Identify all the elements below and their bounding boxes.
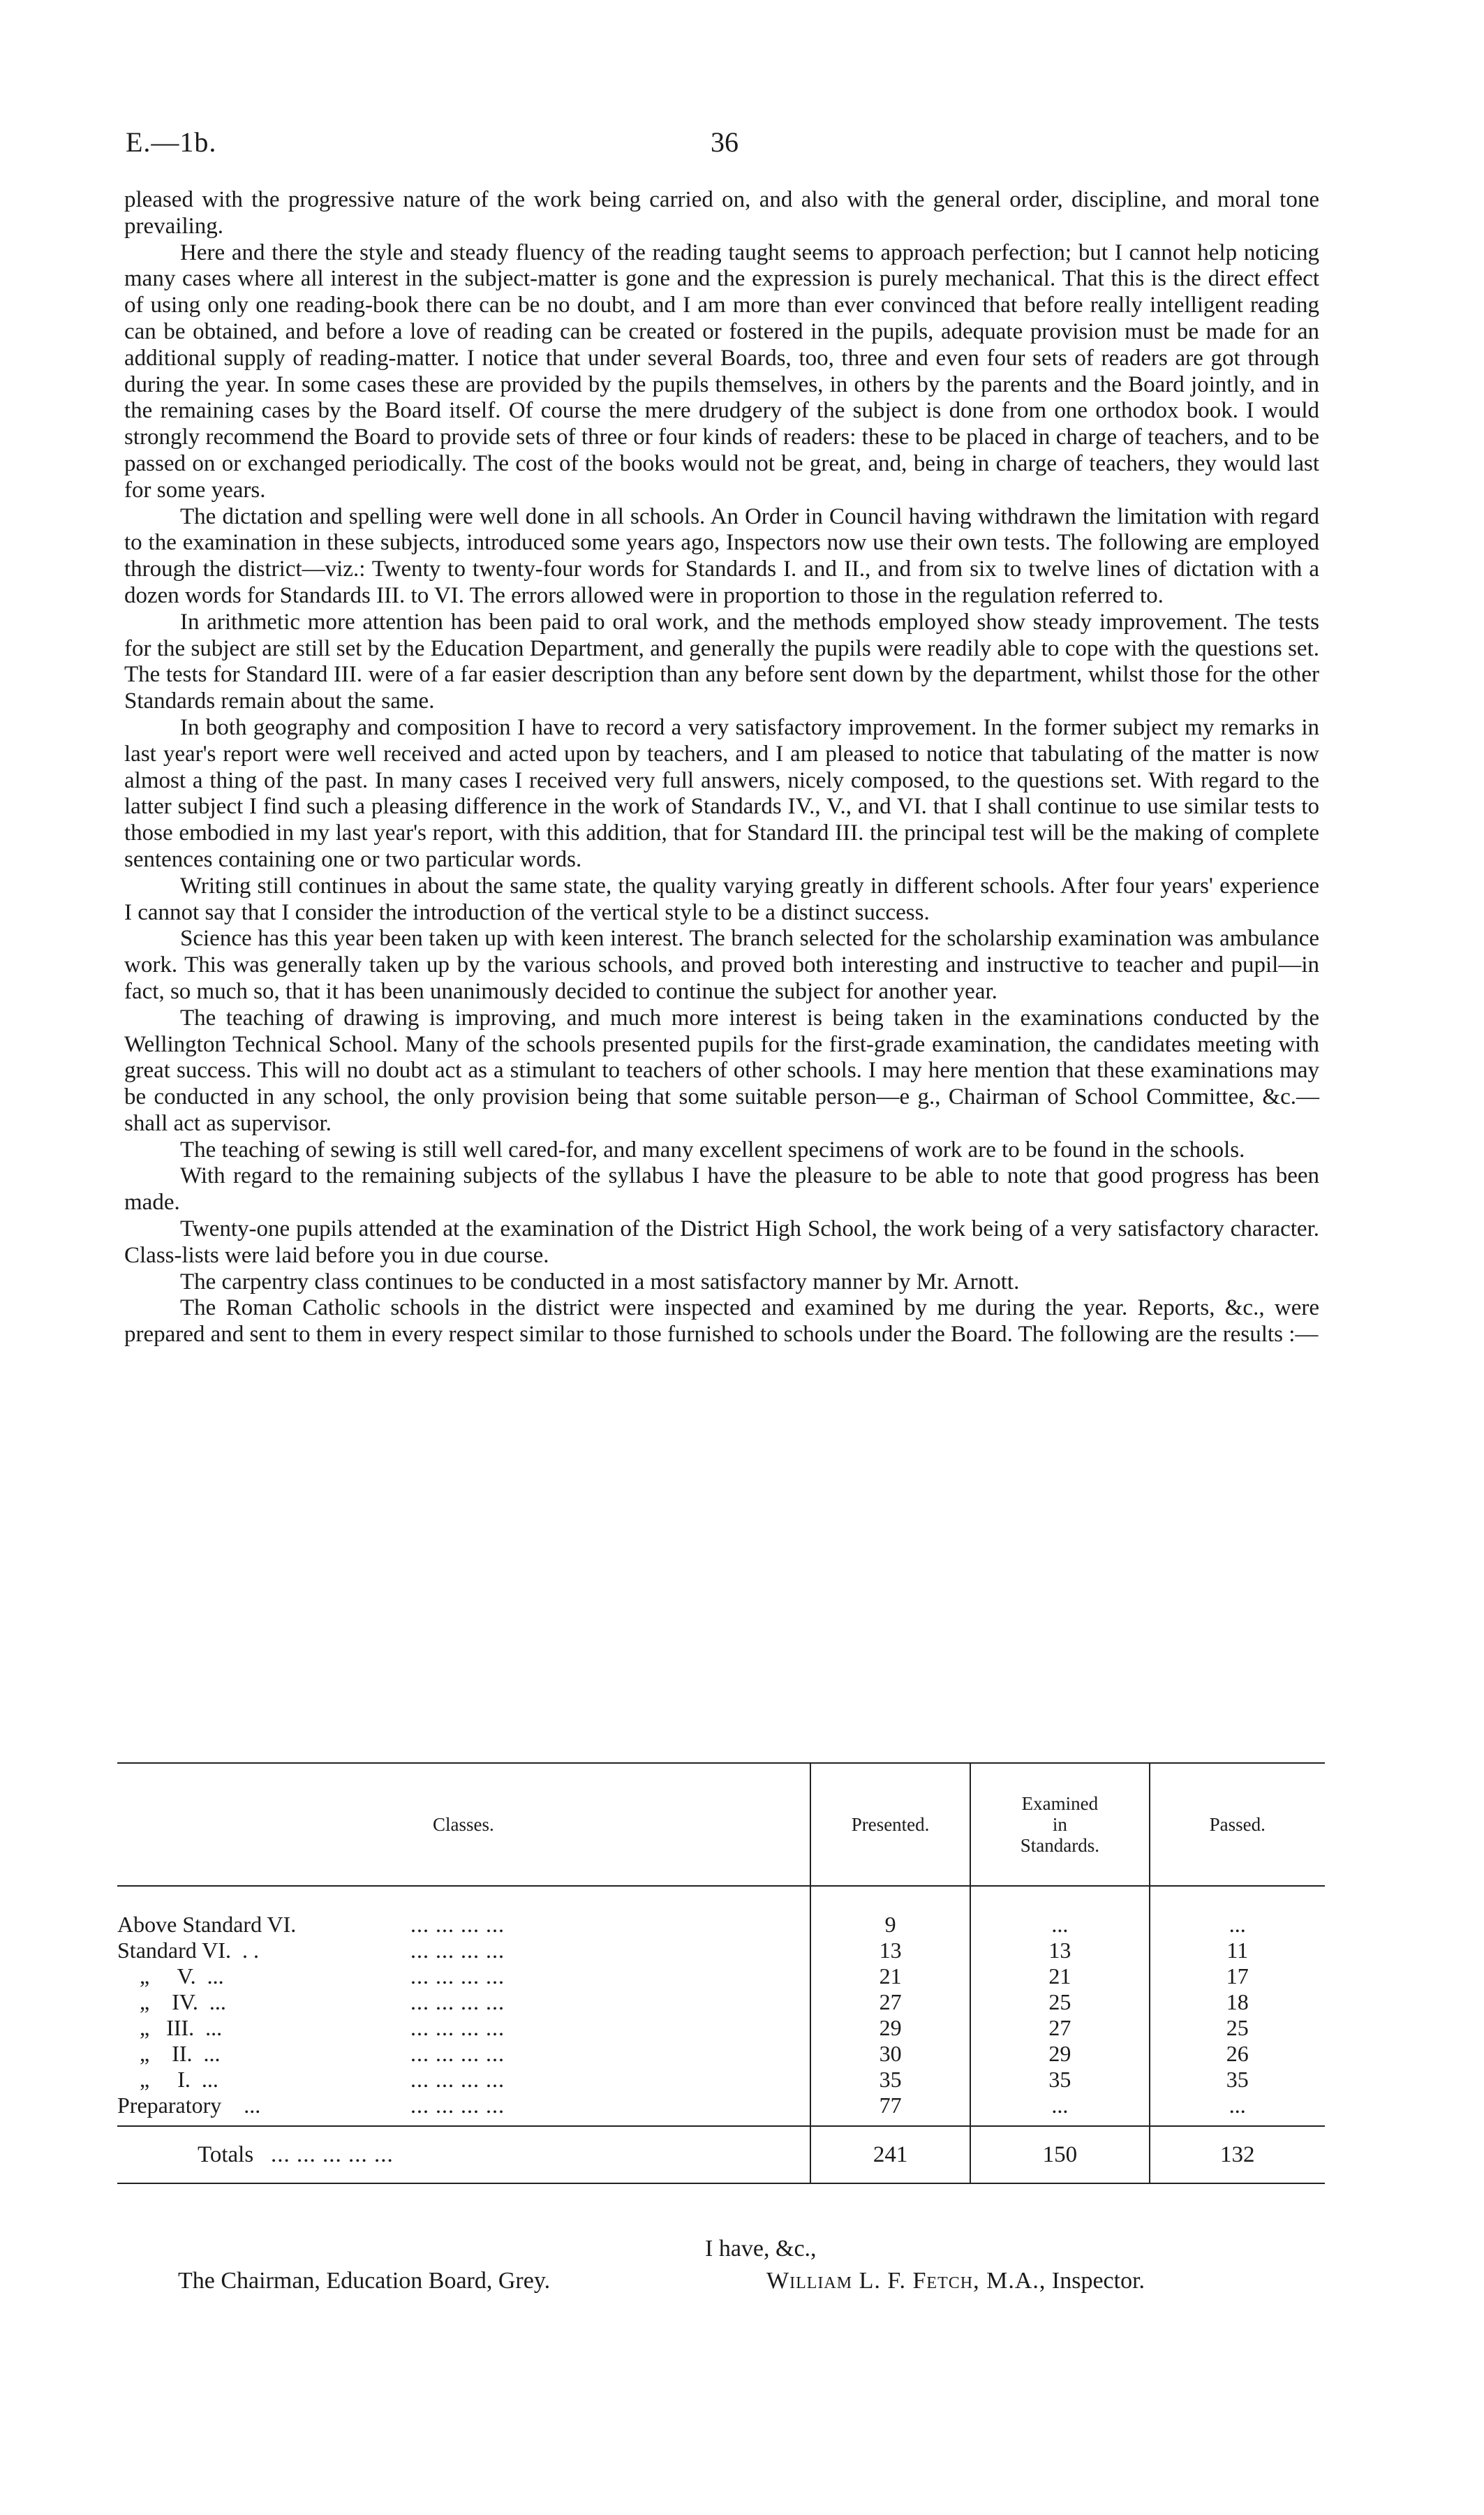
header-passed: Passed. xyxy=(1150,1764,1326,1886)
totals-row xyxy=(117,2126,1325,2183)
signature-name: William L. F. Fetch, M.A., xyxy=(766,2268,1046,2294)
cell-passed: ... xyxy=(1150,1912,1326,1938)
paragraph: The Roman Catholic schools in the district were inspected and examined by me during the year. Reports, &c., were prepared and sent to them in every respect similar to those furnished to schools under the Board. The following are the results :— xyxy=(124,1295,1319,1348)
paragraph: Twenty-one pupils attended at the examination of the District High School, the work being of a very satisfactory character. Class-lists were laid before you in due course. xyxy=(124,1216,1319,1268)
paragraph: The carpentry class continues to be conducted in a most satisfactory manner by Mr. Arnott. xyxy=(180,1269,1020,1295)
paragraph: The teaching of sewing is still well cared-for, and many excellent specimens of work are to be found in the schools. xyxy=(180,1137,1245,1163)
totals-label: Totals xyxy=(198,2141,254,2167)
row-leader-dots: ... ... ... ... xyxy=(410,1963,505,1989)
header-presented: Presented. xyxy=(810,1764,970,1886)
cell-presented: 29 xyxy=(810,2015,970,2041)
table-row xyxy=(117,2093,1325,2118)
cell-presented: 77 xyxy=(810,2093,970,2118)
header-examined xyxy=(970,1764,1149,1886)
row-leader-dots: ... ... ... ... xyxy=(410,1938,505,1963)
cell-passed: 11 xyxy=(1150,1938,1326,1963)
table-row xyxy=(117,2067,1325,2093)
cell-examined: 27 xyxy=(970,2015,1149,2041)
table-spacer-row xyxy=(117,2118,1325,2126)
row-label: Standard VI. . . xyxy=(117,1938,259,1963)
closing-phrase: I have, &c., xyxy=(705,2236,817,2262)
paragraph: pleased with the progressive nature of the work being carried on, and also with the general order, discipline, and moral tone prevailing. xyxy=(124,187,1319,239)
row-leader-dots: ... ... ... ... xyxy=(410,2067,505,2092)
row-label: „ II. ... xyxy=(117,2041,221,2066)
results-table xyxy=(117,1764,1325,2184)
table-row xyxy=(117,2015,1325,2041)
totals-examined: 150 xyxy=(970,2126,1149,2183)
cell-examined: ... xyxy=(970,2093,1149,2118)
signature xyxy=(766,2268,1145,2294)
row-label: „ IV. ... xyxy=(117,1989,226,2014)
signature-title: Inspector. xyxy=(1051,2268,1145,2294)
paragraph: Writing still continues in about the same state, the quality varying greatly in different schools. After four years' experience I cannot say that I consider the introduction of the vertical style to be a distinct success. xyxy=(124,873,1319,925)
cell-examined: 35 xyxy=(970,2067,1149,2093)
row-leader-dots: ... ... ... ... xyxy=(410,1989,505,2014)
table-row xyxy=(117,1938,1325,1963)
paragraph: In both geography and composition I have to record a very satisfactory improvement. In the former subject my remarks in last year's report were well received and acted upon by teachers, and I am pleased to notice that tabulating of the matter is now almost a thing of the past. In many cases I received very full answers, nicely composed, to the questions set. With regard to the latter subject I find such a pleasing difference in the work of Standards IV., V., and VI. that I shall continue to use similar tests to those embodied in my last year's report, with this addition, that for Standard III. the principal test will be the making of complete sentences containing one or two particular words. xyxy=(124,714,1319,872)
header-examined-line1: Examined xyxy=(1021,1793,1099,1814)
paragraph: The teaching of drawing is improving, and much more interest is being taken in the examinations conducted by the Wellington Technical School. Many of the schools presented pupils for the first-grade examination, the candidates meeting with great success. This will no doubt act as a stimulant to teachers of other schools. I may here mention that these examinations may be conducted in any school, the only provision being that some suitable person—e g., Chairman of School Committee, &c.—shall act as supervisor. xyxy=(124,1005,1319,1136)
cell-examined: 21 xyxy=(970,1963,1149,1989)
totals-passed: 132 xyxy=(1150,2126,1326,2183)
totals-leader-dots: ... ... ... ... ... xyxy=(270,2141,394,2167)
cell-presented: 13 xyxy=(810,1938,970,1963)
paragraph: With regard to the remaining subjects of the syllabus I have the pleasure to be able to note that good progress has been made. xyxy=(124,1163,1319,1216)
table-spacer-row xyxy=(117,1886,1325,1912)
page-number: 36 xyxy=(711,126,739,158)
cell-presented: 30 xyxy=(810,2041,970,2067)
addressee: The Chairman, Education Board, Grey. xyxy=(178,2268,551,2294)
row-leader-dots: ... ... ... ... xyxy=(410,1912,505,1937)
table-row xyxy=(117,1989,1325,2015)
cell-passed: 25 xyxy=(1150,2015,1326,2041)
row-leader-dots: ... ... ... ... xyxy=(410,2015,505,2040)
table-row xyxy=(117,1963,1325,1989)
results-table-section xyxy=(117,1762,1325,2184)
row-label: „ I. ... xyxy=(117,2067,218,2092)
cell-passed: 17 xyxy=(1150,1963,1326,1989)
series-code: E.—1b. xyxy=(126,126,217,158)
cell-passed: 18 xyxy=(1150,1989,1326,2015)
row-leader-dots: ... ... ... ... xyxy=(410,2041,505,2066)
paragraph: Here and there the style and steady fluency of the reading taught seems to approach perfection; but I cannot help noticing many cases where all interest in the subject-matter is gone and the expression is purely mechanical. That this is the direct effect of using only one reading-book there can be no doubt, and I am more than ever convinced that before really intelligent reading can be obtained, and before a love of reading can be created or fostered in the pupils, adequate provision must be made for an additional supply of reading-matter. I notice that under several Boards, too, three and even four sets of readers are got through during the year. In some cases these are provided by the pupils themselves, in others by the parents and the Board jointly, and in the remaining cases by the Board itself. Of course the mere drudgery of the subject is done from one orthodox book. I would strongly recommend the Board to provide sets of three or four kinds of readers: these to be placed in charge of teachers, and to be passed on or exchanged periodically. The cost of the books would not be great, and, being in charge of teachers, they would last for some years. xyxy=(124,239,1319,503)
report-body xyxy=(124,187,1319,1348)
totals-presented: 241 xyxy=(810,2126,970,2183)
page-header xyxy=(126,126,1312,168)
row-label: „ III. ... xyxy=(117,2015,223,2040)
cell-examined: ... xyxy=(970,1912,1149,1938)
cell-presented: 27 xyxy=(810,1989,970,2015)
paragraph: In arithmetic more attention has been paid to oral work, and the methods employed show steady improvement. The tests for the subject are still set by the Education Department, and generally the pupils were readily able to cope with the questions set. The tests for Standard III. were of a far easier description than any before sent down by the department, whilst those for the other Standards remain about the same. xyxy=(124,609,1319,714)
row-leader-dots: ... ... ... ... xyxy=(410,2093,505,2118)
header-examined-line3: Standards. xyxy=(1020,1835,1099,1856)
table-row xyxy=(117,2041,1325,2067)
cell-examined: 13 xyxy=(970,1938,1149,1963)
cell-passed: 26 xyxy=(1150,2041,1326,2067)
row-label: „ V. ... xyxy=(117,1963,224,1989)
cell-presented: 9 xyxy=(810,1912,970,1938)
paragraph: Science has this year been taken up with keen interest. The branch selected for the scholarship examination was ambulance work. This was generally taken up by the various schools, and proved both interesting and instructive to teacher and pupil—in fact, so much so, that it has been unanimously decided to continue the subject for another year. xyxy=(124,926,1319,1004)
cell-examined: 25 xyxy=(970,1989,1149,2015)
row-label: Preparatory ... xyxy=(117,2093,261,2118)
cell-examined: 29 xyxy=(970,2041,1149,2067)
cell-passed: ... xyxy=(1150,2093,1326,2118)
header-classes: Classes. xyxy=(117,1764,810,1886)
header-examined-line2: in xyxy=(1052,1814,1067,1835)
cell-presented: 21 xyxy=(810,1963,970,1989)
table-row xyxy=(117,1912,1325,1938)
table-header-row xyxy=(117,1764,1325,1886)
paragraph: The dictation and spelling were well done in all schools. An Order in Council having withdrawn the limitation with regard to the examination in these subjects, introduced some years ago, Inspectors now use their own tests. The following are employed through the district—viz.: Twenty to twenty-four words for Standards I. and II., and from six to twelve lines of dictation with a dozen words for Standards III. to VI. The errors allowed were in proportion to those in the regulation referred to. xyxy=(124,503,1319,608)
cell-presented: 35 xyxy=(810,2067,970,2093)
row-label: Above Standard VI. xyxy=(117,1912,297,1937)
cell-passed: 35 xyxy=(1150,2067,1326,2093)
